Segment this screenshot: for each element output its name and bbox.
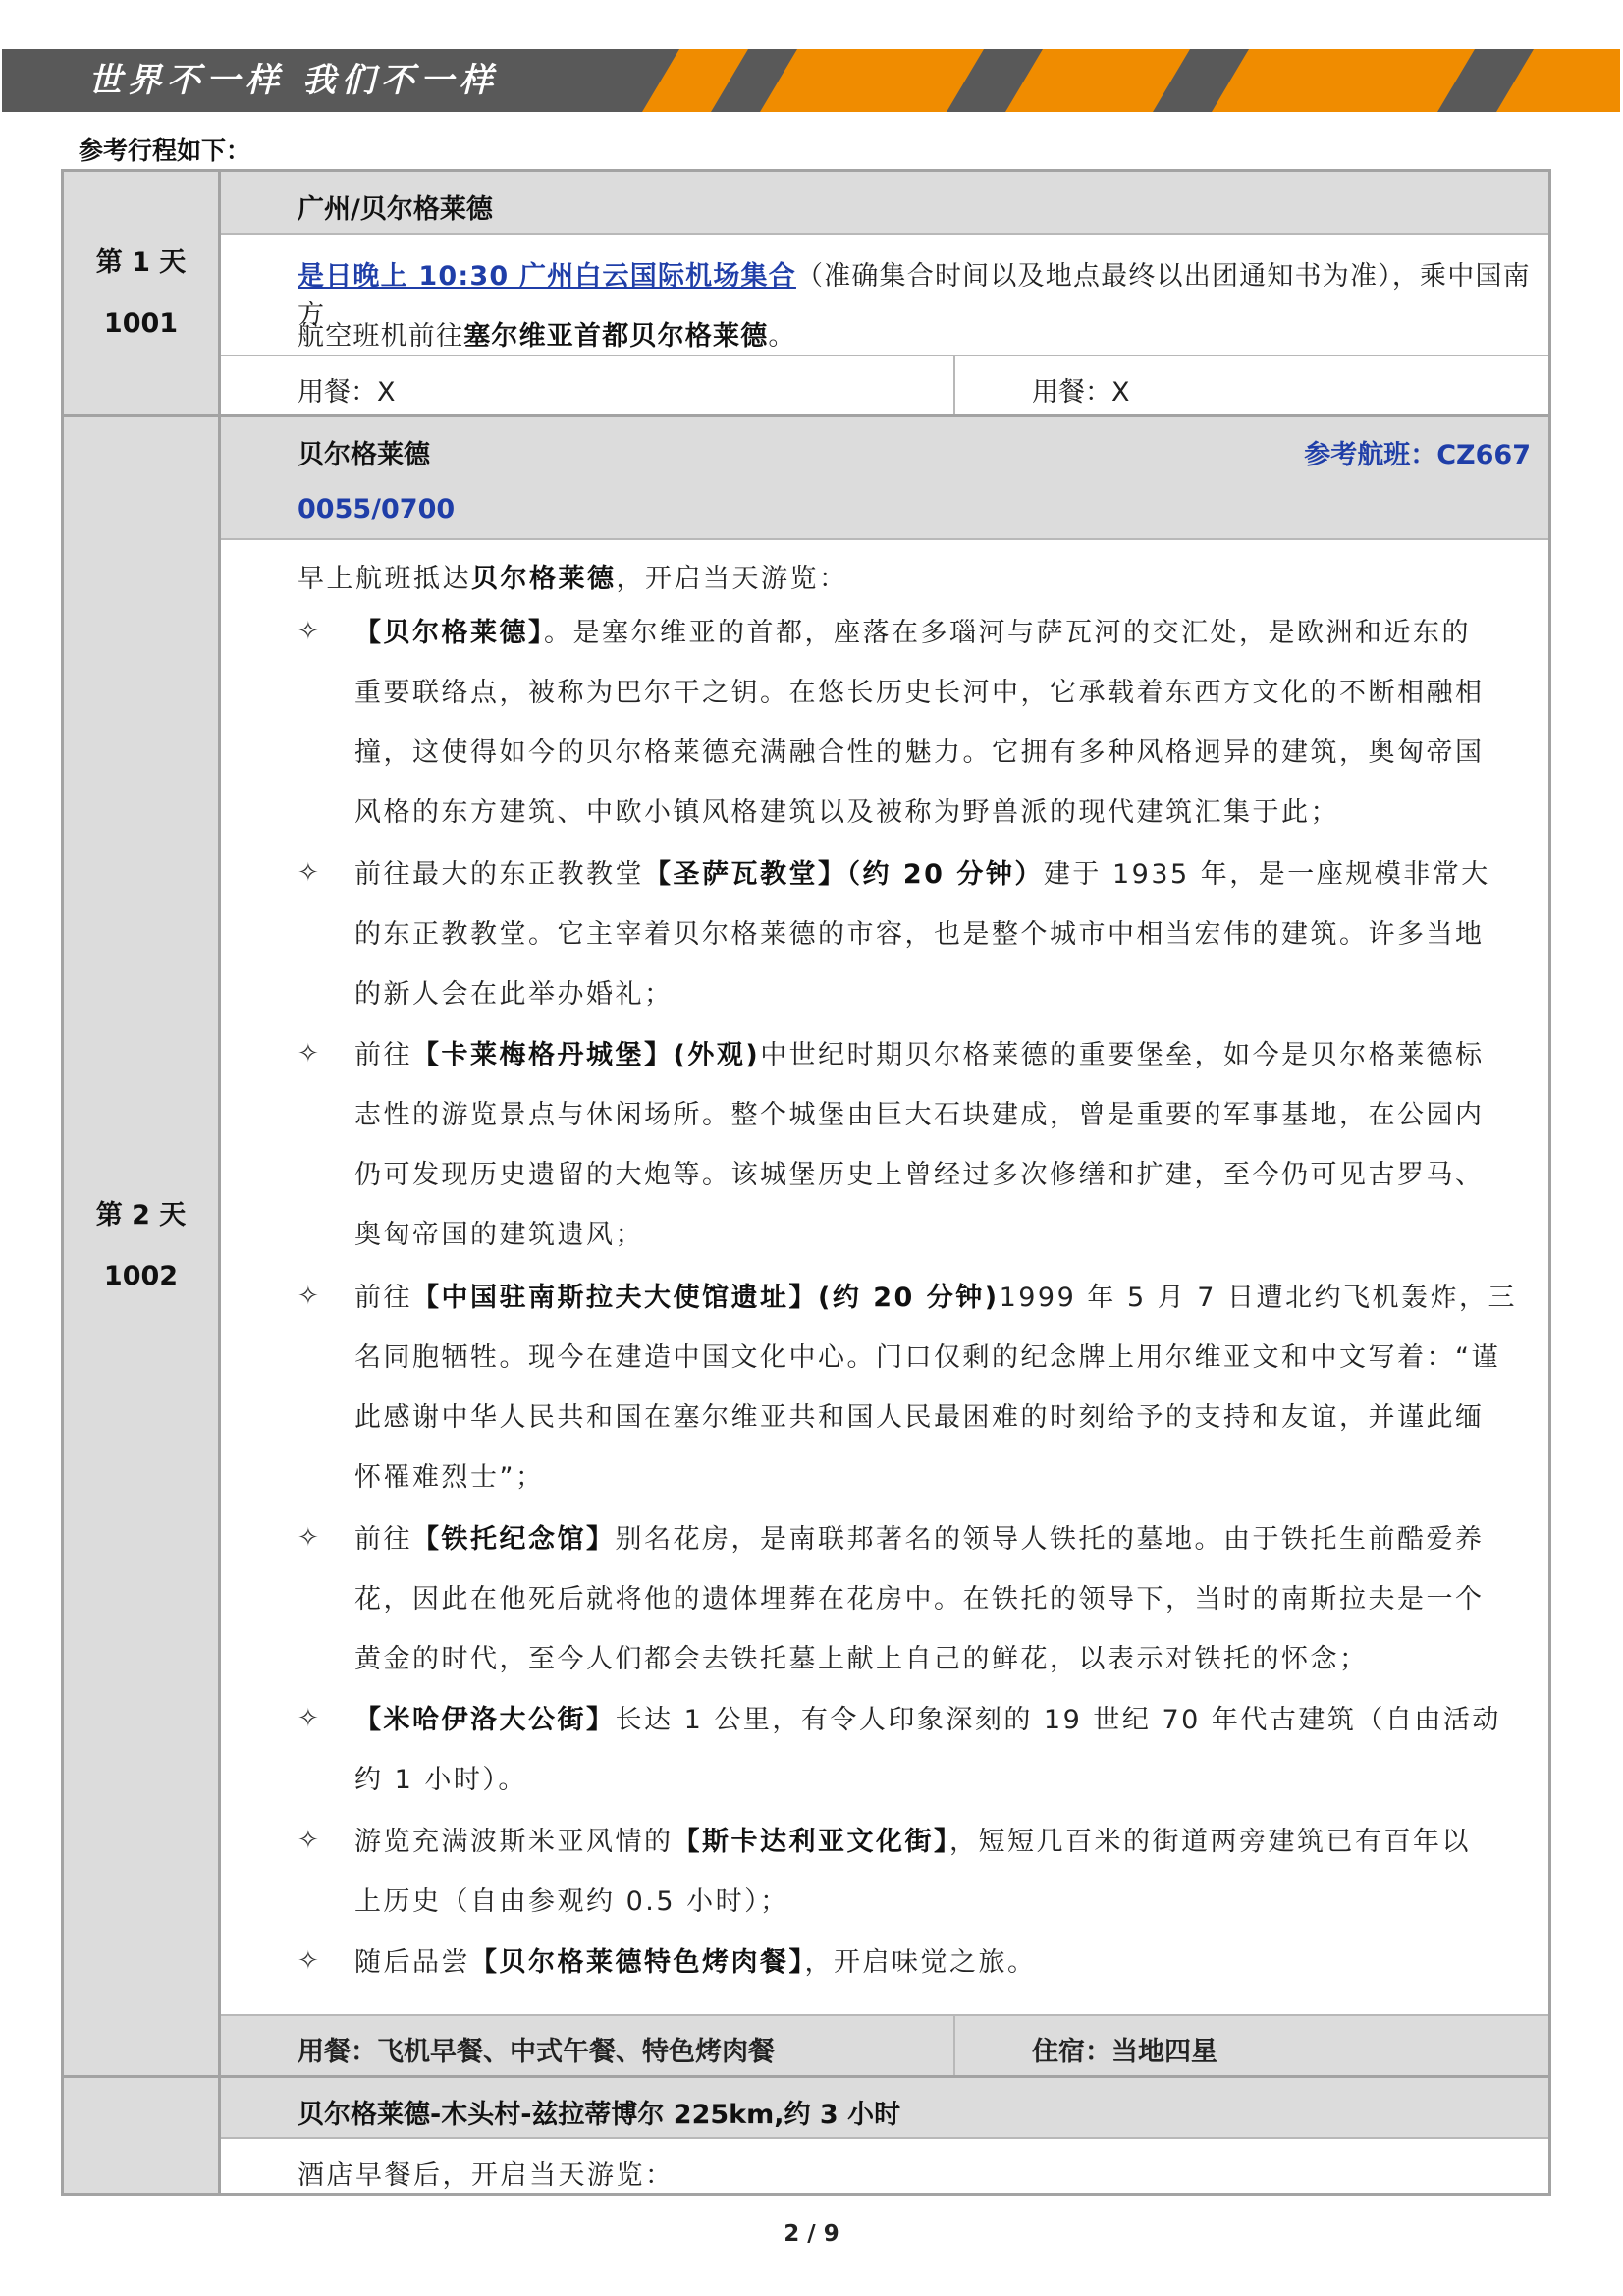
itinerary-item: 前往【铁托纪念馆】别名花房，是南联邦著名的领导人铁托的墓地。由于铁托生前酷爱养 花，因此在他死后就将他的遗体埋葬在花房中。在铁托的领导下，当时的南斯拉夫是一个 黄金的时代，至今人们都会去铁托墓上献上自己的鲜花，以表示对铁托的怀念； (354, 1524, 1485, 1674)
meal-right: 用餐：X (1032, 377, 1130, 408)
meeting-link[interactable]: 是日晚上 10:30 广州白云国际机场集合 (298, 261, 796, 292)
section-title: 参考行程如下： (79, 137, 251, 165)
day-3-cell (64, 2078, 221, 2193)
bullet-icon: ✧ (298, 1704, 319, 1733)
day-label: 第 1 天 (95, 246, 187, 278)
bullet-icon: ✧ (298, 617, 319, 646)
route-title: 贝尔格莱德-木头村-兹拉蒂博尔 225km,约 3 小时 (298, 2100, 901, 2130)
route-band (221, 417, 1548, 540)
lodging: 住宿：当地四星 (1032, 2037, 1217, 2067)
meal-left: 用餐：飞机早餐、中式午餐、特色烤肉餐 (298, 2037, 775, 2067)
itinerary-item: 前往最大的东正教教堂【圣萨瓦教堂】（约 20 分钟）建于 1935 年，是一座规模非常大 的东正教教堂。它主宰着贝尔格莱德的市容，也是整个城市中相当宏伟的建筑。许多当地 的新人会在此举办婚礼； (354, 859, 1490, 1010)
bullet-icon: ✧ (298, 1039, 319, 1068)
route-band (221, 172, 1548, 235)
day-1-content (221, 172, 1548, 414)
header-banner (2, 49, 1620, 112)
page-number: 2 / 9 (784, 2221, 839, 2247)
day-1-intro-line1: 是日晚上 10:30 广州白云国际机场集合（准确集合时间以及地点最终以出团通知书为准），乘中国南方 (298, 261, 1531, 330)
itinerary-item: 游览充满波斯米亚风情的【斯卡达利亚文化街】，短短几百米的街道两旁建筑已有百年以 上历史（自由参观约 0.5 小时）； (354, 1827, 1471, 1917)
bullet-icon: ✧ (298, 1826, 319, 1855)
header-slogan: 世界不一样 我们不一样 (88, 61, 499, 100)
itinerary-item: 前往【中国驻南斯拉夫大使馆遗址】(约 20 分钟)1999 年 5 月 7 日遭北约飞机轰炸，三 名同胞牺牲。现今在建造中国文化中心。门口仅剩的纪念牌上用尔维亚文和中文写着：“谨 此感谢中华人民共和国在塞尔维亚共和国人民最困难的时刻给予的支持和友谊，并谨此缅 怀罹难烈士”； (354, 1283, 1518, 1493)
day-label: 第 2 天 (95, 1200, 187, 1230)
day-3-intro: 酒店早餐后，开启当天游览： (298, 2160, 675, 2191)
day-2-intro: 早上航班抵达贝尔格莱德，开启当天游览： (298, 564, 848, 594)
day-2-content (221, 417, 1548, 2075)
day-1-row (64, 172, 1548, 417)
day-1-cell (64, 172, 221, 414)
flight-label: 参考航班：CZ667 (1304, 440, 1531, 470)
itinerary-item: 【米哈伊洛大公街】长达 1 公里，有令人印象深刻的 19 世纪 70 年代古建筑（自由活动 约 1 小时）。 (354, 1705, 1501, 1795)
itinerary-item: 随后品尝【贝尔格莱德特色烤肉餐】，开启味觉之旅。 (354, 1947, 1037, 1978)
day-2-cell (64, 417, 221, 2075)
day-1-intro-line2: 航空班机前往塞尔维亚首都贝尔格莱德。 (298, 321, 796, 352)
bullet-icon: ✧ (298, 1282, 319, 1311)
meal-left: 用餐：X (298, 377, 396, 408)
flight-time: 0055/0700 (298, 494, 456, 524)
bullet-icon: ✧ (298, 1946, 319, 1976)
itinerary-item: 前往【卡莱梅格丹城堡】(外观)中世纪时期贝尔格莱德的重要堡垒，如今是贝尔格莱德标 志性的游览景点与休闲场所。整个城堡由巨大石块建成，曾是重要的军事基地，在公园内 仍可发现历史遗留的大炮等。该城堡历史上曾经过多次修缮和扩建，至今仍可见古罗马、 奥匈帝国的建筑遗风； (354, 1040, 1485, 1250)
bullet-icon: ✧ (298, 1523, 319, 1553)
route-title: 广州/贝尔格莱德 (298, 194, 493, 225)
day-3-content (221, 2078, 1548, 2193)
day-3-row (64, 2078, 1548, 2193)
day-2-row (64, 417, 1548, 2078)
day-date: 1002 (103, 1261, 179, 1291)
meal-row (221, 2014, 1548, 2075)
route-title: 贝尔格莱德 (298, 440, 430, 470)
route-band (221, 2078, 1548, 2139)
itinerary-table (61, 169, 1551, 2196)
meal-row (221, 355, 1548, 414)
itinerary-item: 【贝尔格莱德】。是塞尔维亚的首都，座落在多瑙河与萨瓦河的交汇处，是欧洲和近东的 重要联络点，被称为巴尔干之钥。在悠长历史长河中，它承载着东西方文化的不断相融相 撞，这使得如今的贝尔格莱德充满融合性的魅力。它拥有多种风格迥异的建筑，奥匈帝国 风格的东方建筑、中欧小镇风格建筑以及被称为野兽派的现代建筑汇集于此； (354, 618, 1485, 828)
day-date: 1001 (103, 307, 179, 339)
bullet-icon: ✧ (298, 858, 319, 888)
